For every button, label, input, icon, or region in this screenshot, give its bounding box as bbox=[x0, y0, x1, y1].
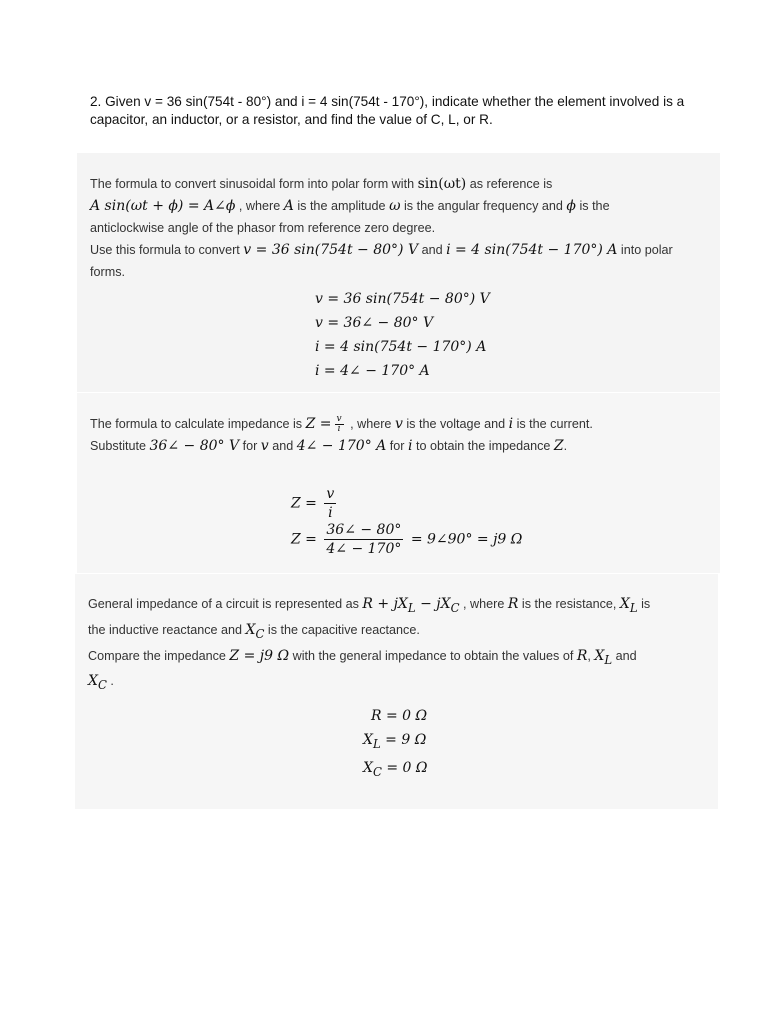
text: . bbox=[110, 674, 114, 689]
text: , where bbox=[463, 597, 505, 611]
math-z: Z bbox=[553, 438, 564, 454]
numerator: v bbox=[326, 486, 335, 502]
equation-line: i = 4 sin(754t − 170°) A bbox=[315, 339, 487, 355]
text: , where bbox=[238, 199, 281, 213]
subscript: C bbox=[372, 764, 382, 779]
result-xc bbox=[363, 756, 428, 784]
equation-line: v = 36 sin(754t − 80°) V bbox=[315, 291, 490, 307]
text: Compare the impedance bbox=[88, 648, 226, 663]
text: with the general impedance to obtain the values of bbox=[292, 648, 574, 663]
math-part: X bbox=[88, 673, 98, 690]
math-part: X bbox=[619, 596, 630, 612]
math-fraction bbox=[324, 521, 403, 558]
text: is the voltage and bbox=[406, 417, 506, 431]
text: is the angular frequency and bbox=[403, 199, 563, 213]
text: into polar forms. bbox=[90, 243, 673, 279]
text: , bbox=[587, 648, 591, 663]
text: , where bbox=[350, 417, 392, 431]
text: is the bbox=[579, 199, 610, 213]
text: General impedance of a circuit is represented as bbox=[88, 597, 359, 611]
math-i: i = 4 sin(754t − 170°) A bbox=[446, 242, 618, 258]
text: Use this formula to convert bbox=[90, 243, 240, 257]
subscript: C bbox=[450, 600, 460, 615]
subscript: L bbox=[372, 736, 381, 751]
math-i: i bbox=[508, 416, 514, 432]
math-v: v bbox=[260, 438, 269, 454]
step1-equations bbox=[315, 287, 490, 383]
result-equations bbox=[363, 704, 428, 784]
step1-paragraph bbox=[90, 173, 710, 283]
text: to obtain the impedance bbox=[415, 439, 551, 453]
math-voltage-phasor: 36∠ − 80° V bbox=[149, 438, 240, 454]
text: is the amplitude bbox=[297, 199, 386, 213]
equation-line: v = 36∠ − 80° V bbox=[315, 315, 434, 331]
math-part: = 9 Ω bbox=[380, 732, 427, 748]
equation-line: i = 4∠ − 170° A bbox=[315, 363, 430, 379]
math-part: R + jX bbox=[362, 596, 408, 612]
subscript: L bbox=[407, 600, 416, 615]
subscript: C bbox=[255, 626, 265, 641]
equation-z-formula bbox=[291, 485, 339, 522]
equation-rhs: = 9∠90° = j9 Ω bbox=[410, 531, 523, 548]
math-z-value: Z = j9 Ω bbox=[229, 647, 290, 664]
subscript: L bbox=[604, 652, 613, 667]
text: The formula to convert sinusoidal form into polar form with bbox=[90, 177, 415, 191]
text: for bbox=[389, 439, 405, 453]
numerator: 36∠ − 80° bbox=[326, 522, 402, 538]
text: anticlockwise angle of the phasor from reference zero degree. bbox=[90, 221, 436, 235]
solution-step-impedance bbox=[77, 393, 720, 573]
text: the inductive reactance and bbox=[88, 622, 243, 637]
text: . bbox=[563, 439, 568, 453]
math-part: X bbox=[363, 732, 373, 748]
math-sin-wt: sin(ωt) bbox=[417, 176, 467, 192]
math-part: X bbox=[594, 647, 605, 664]
equation-lhs: Z = bbox=[291, 531, 317, 548]
text: is the capacitive reactance. bbox=[267, 622, 420, 637]
text: and bbox=[272, 439, 294, 453]
result-xl bbox=[363, 728, 428, 756]
math-part: X bbox=[245, 621, 256, 638]
denominator: i bbox=[328, 505, 333, 521]
math-v: v bbox=[394, 416, 403, 432]
step3-paragraph bbox=[88, 593, 708, 696]
math-part: = 0 Ω bbox=[381, 759, 428, 776]
step2-paragraph bbox=[90, 413, 710, 457]
question-text: 2. Given v = 36 sin(754t - 80°) and i = 4 sin(754t - 170°), indicate whether the element involved is a capacitor, an inductor, or a resistor, and find the value of C, L, or R. bbox=[90, 94, 685, 127]
math-polar-formula: A sin(ωt + ϕ) = A∠ϕ bbox=[90, 198, 236, 214]
denominator: i bbox=[337, 424, 341, 435]
text: and bbox=[421, 243, 443, 257]
denominator: 4∠ − 170° bbox=[326, 541, 402, 557]
subscript: L bbox=[629, 600, 638, 615]
equation-z-value bbox=[291, 521, 522, 558]
text: is bbox=[641, 597, 651, 611]
text: Substitute bbox=[90, 439, 147, 453]
math-fraction bbox=[324, 485, 336, 522]
text: is the resistance, bbox=[521, 597, 617, 611]
math-r: R bbox=[507, 596, 519, 612]
math-r: R bbox=[576, 647, 588, 664]
math-xl bbox=[619, 596, 638, 615]
math-xc bbox=[88, 673, 107, 693]
math-phi: ϕ bbox=[566, 198, 576, 214]
solution-step-compare bbox=[75, 574, 718, 809]
math-current-phasor: 4∠ − 170° A bbox=[296, 438, 387, 454]
math-xc bbox=[245, 621, 265, 641]
math-part: − jX bbox=[415, 596, 451, 612]
result-r: R = 0 Ω bbox=[371, 708, 428, 724]
math-part: X bbox=[363, 759, 373, 776]
math-general-impedance bbox=[362, 596, 460, 615]
text: as reference is bbox=[469, 177, 553, 191]
math-fraction bbox=[335, 415, 344, 434]
text: for bbox=[242, 439, 258, 453]
math-i: i bbox=[407, 438, 413, 454]
text: is the current. bbox=[516, 417, 593, 431]
numerator: v bbox=[336, 414, 342, 425]
subscript: C bbox=[97, 678, 107, 693]
math-z: Z = bbox=[305, 416, 332, 432]
text: and bbox=[615, 648, 637, 663]
math-xl bbox=[594, 647, 613, 667]
math-v: v = 36 sin(754t − 80°) V bbox=[243, 242, 419, 258]
math-omega: ω bbox=[389, 198, 401, 214]
equation-lhs: Z = bbox=[291, 495, 317, 512]
text: The formula to calculate impedance is bbox=[90, 417, 303, 431]
math-a: A bbox=[283, 198, 294, 214]
solution-step-polar-form bbox=[77, 153, 720, 392]
